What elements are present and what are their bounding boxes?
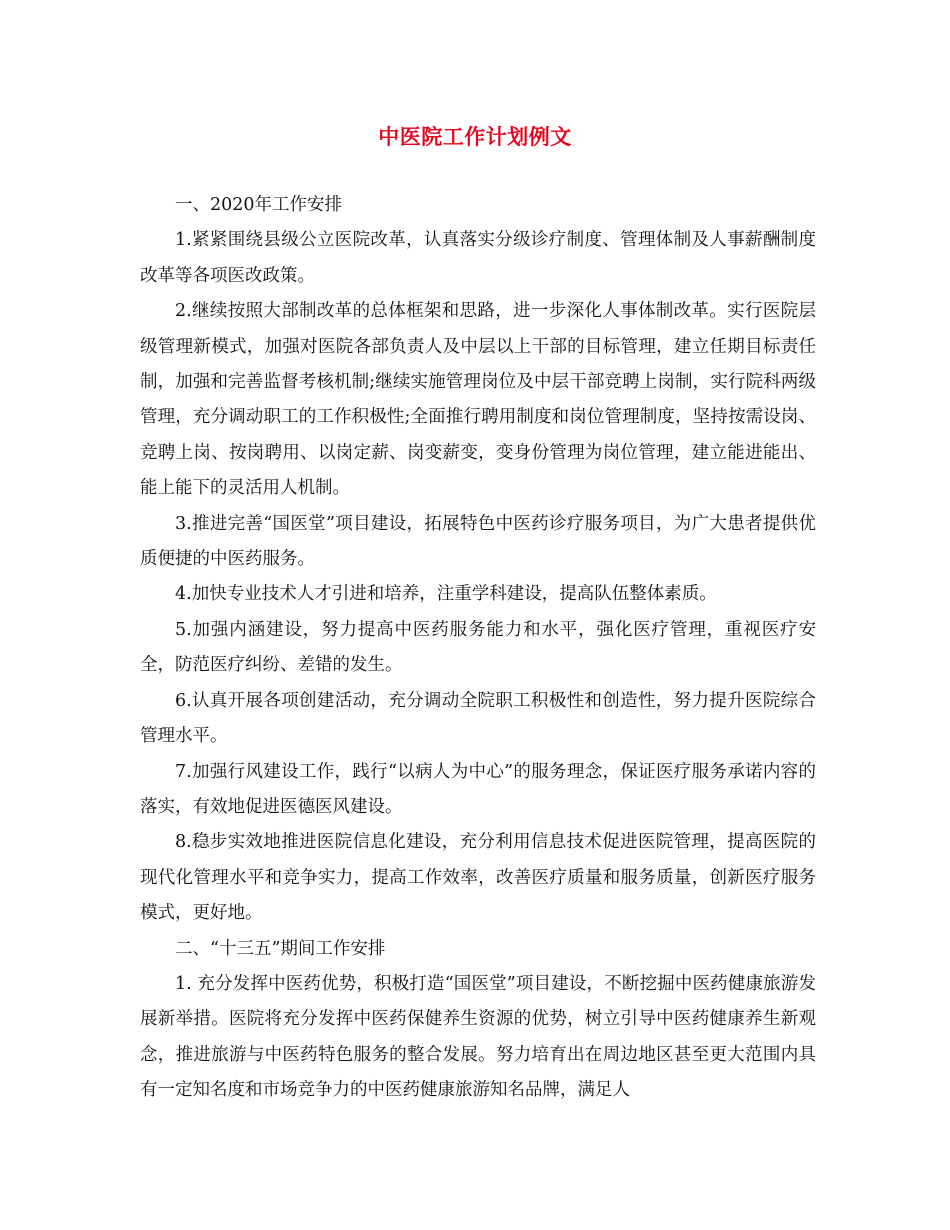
paragraph-item-4: 4.加快专业技术人才引进和培养，注重学科建设，提高队伍整体素质。	[175, 584, 717, 605]
document-title: 中医院工作计划例文	[378, 125, 572, 149]
paragraph-item-1: 1.紧紧围绕县级公立医院改革，认真落实分级诊疗制度、管理体制及人事薪酬制度改革等各项医改政策。	[140, 230, 816, 286]
paragraph-plan-1: 1. 充分发挥中医药优势，积极打造“国医堂”项目建设，不断挖掘中医药健康旅游发展新举措。医院将充分发挥中医药保健养生资源的优势，树立引导中医药健康养生新观念，推进旅游与中医药特色服务的整合发展。努力培育出在周边地区甚至更大范围内具有一定知名度和市场竞争力的中医药健康旅游知名品牌，满足人	[140, 973, 816, 1101]
section-heading-1: 一、2020年工作安排	[175, 195, 343, 215]
paragraph-item-3: 3.推进完善“国医堂”项目建设，拓展特色中医药诊疗服务项目，为广大患者提供优质便捷的中医药服务。	[140, 513, 816, 570]
paragraph-item-6: 6.认真开展各项创建活动，充分调动全院职工积极性和创造性，努力提升医院综合管理水平。	[140, 690, 816, 747]
paragraph-item-2: 2.继续按照大部制改革的总体框架和思路，进一步深化人事体制改革。实行医院层级管理新模式，加强对医院各部负责人及中层以上干部的目标管理，建立任期目标责任制，加强和完善监督考核机制;继续实施管理岗位及中层干部竞聘上岗制，实行院科两级管理，充分调动职工的工作积极性;全面推行聘用制度和岗位管理制度，坚持按需设岗、竞聘上岗、按岗聘用、以岗定薪、岗变薪变，变身份管理为岗位管理，建立能进能出、能上能下的灵活用人机制。	[140, 301, 816, 499]
document-body	[140, 188, 816, 1109]
section-heading-2: 二、“十三五”期间工作安排	[175, 938, 386, 959]
paragraph-item-5: 5.加强内涵建设，努力提高中医药服务能力和水平，强化医疗管理，重视医疗安全，防范医疗纠纷、差错的发生。	[140, 619, 816, 676]
paragraph-item-7: 7.加强行风建设工作，践行“以病人为中心”的服务理念，保证医疗服务承诺内容的落实，有效地促进医德医风建设。	[140, 761, 816, 817]
paragraph-item-8: 8.稳步实效地推进医院信息化建设，充分利用信息技术促进医院管理，提高医院的现代化管理水平和竞争实力，提高工作效率，改善医疗质量和服务质量，创新医疗服务模式，更好地。	[140, 832, 816, 924]
